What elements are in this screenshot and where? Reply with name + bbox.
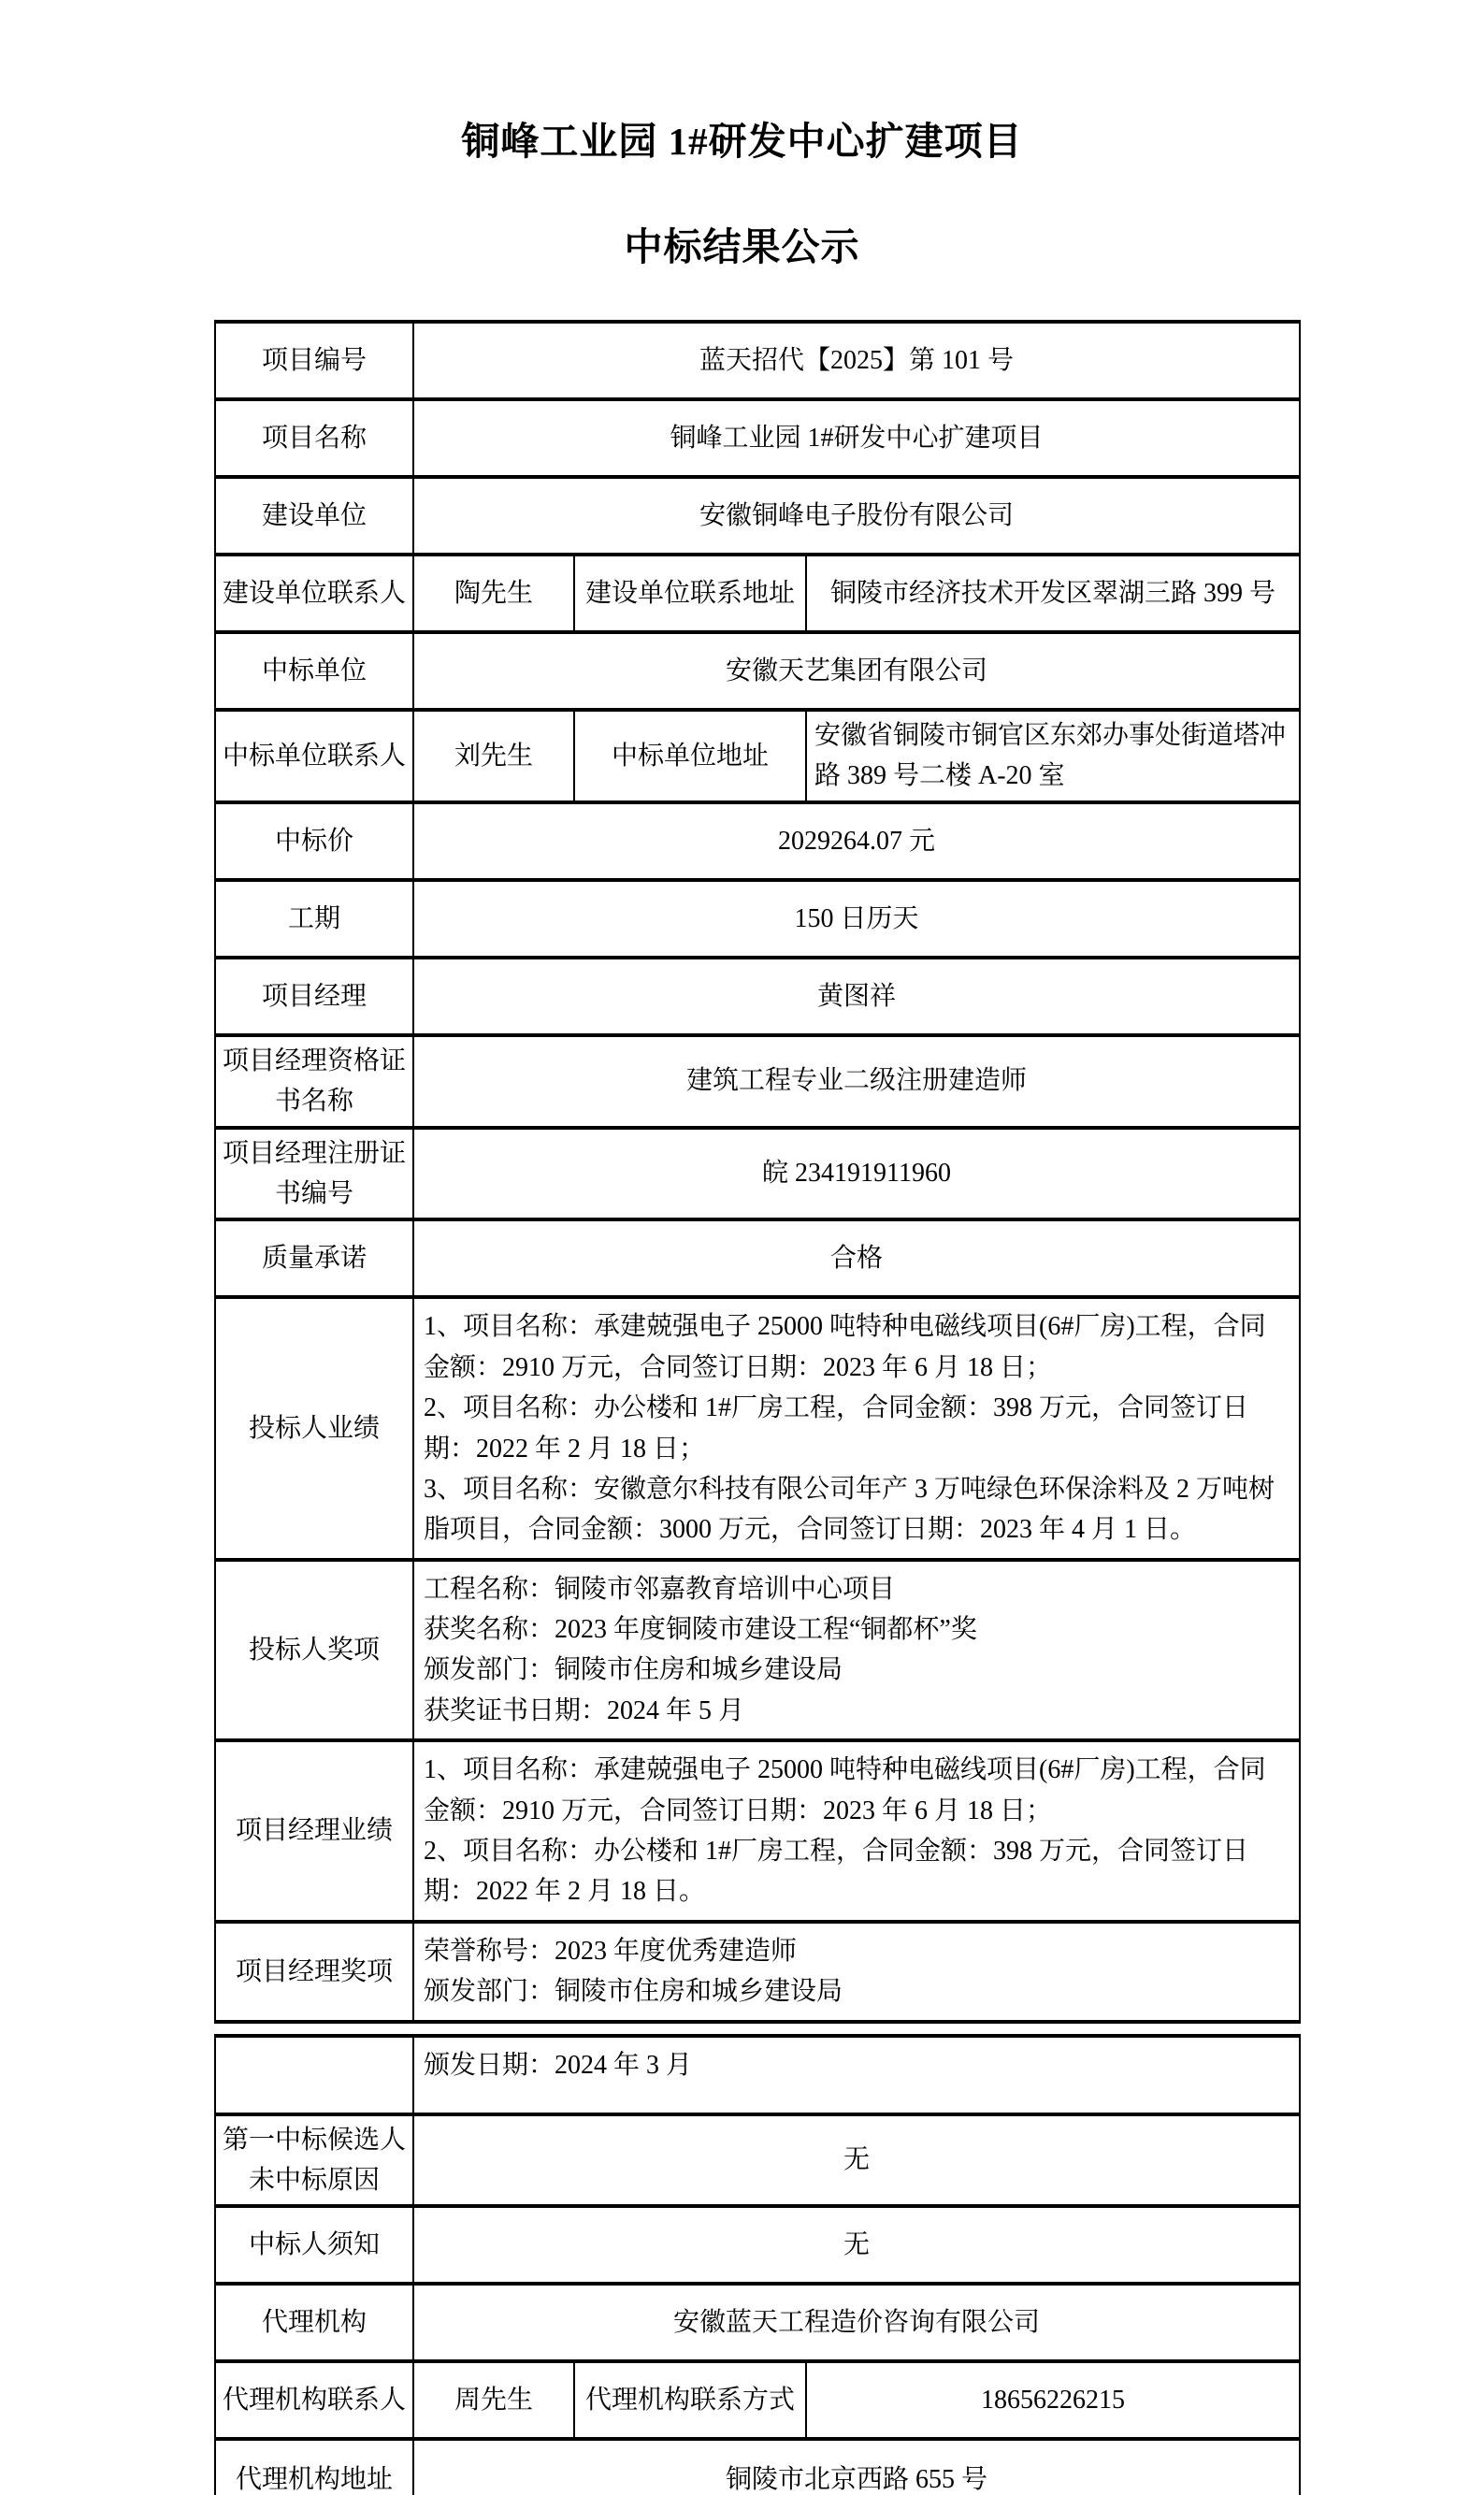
- row-project-manager: [215, 958, 1300, 1035]
- row-value-2: 铜陵市经济技术开发区翠湖三路 399 号: [806, 555, 1300, 632]
- row-value: 安徽蓝天工程造价咨询有限公司: [413, 2284, 1300, 2361]
- achievement-item: 3、项目名称：安徽意尔科技有限公司年产 3 万吨绿色环保涂料及 2 万吨树脂项目，合同金额：3000 万元，合同签订日期：2023 年 4 月 1 日。: [424, 1474, 1275, 1545]
- award-line: 颁发日期：2024 年 3 月: [424, 2050, 693, 2080]
- row-label: 中标单位: [215, 632, 413, 710]
- row-agency-address: [215, 2439, 1300, 2495]
- row-value: [413, 1922, 1300, 2022]
- row-label-2: 中标单位地址: [574, 710, 806, 802]
- row-winning-bidder: [215, 632, 1300, 710]
- row-value: 铜峰工业园 1#研发中心扩建项目: [413, 399, 1300, 477]
- row-value: 合格: [413, 1219, 1300, 1297]
- row-label-2: 代理机构联系方式: [574, 2361, 806, 2439]
- row-value: [413, 1740, 1300, 1922]
- row-label: 质量承诺: [215, 1219, 413, 1297]
- row-bidder-achievements: [215, 1297, 1300, 1559]
- bid-result-table-part2: [214, 2034, 1301, 2495]
- row-value: 蓝天招代【2025】第 101 号: [413, 322, 1300, 399]
- row-value: [413, 1297, 1300, 1559]
- row-duration: [215, 880, 1300, 958]
- row-label: 投标人奖项: [215, 1560, 413, 1741]
- row-agency: [215, 2284, 1300, 2361]
- award-line: 颁发部门：铜陵市住房和城乡建设局: [424, 1977, 843, 2007]
- row-value: 安徽天艺集团有限公司: [413, 632, 1300, 710]
- row-label: 中标价: [215, 802, 413, 880]
- row-value: 黄图祥: [413, 958, 1300, 1035]
- row-label: 建设单位联系人: [215, 555, 413, 632]
- row-value: [413, 1560, 1300, 1741]
- row-value: 150 日历天: [413, 880, 1300, 958]
- row-label-2: 建设单位联系地址: [574, 555, 806, 632]
- award-line: 荣誉称号：2023 年度优秀建造师: [424, 1936, 798, 1966]
- row-value: 陶先生: [413, 555, 574, 632]
- row-label: 工期: [215, 880, 413, 958]
- row-pm-awards-continued: [215, 2036, 1300, 2114]
- award-line: 获奖名称：2023 年度铜陵市建设工程“铜都杯”奖: [424, 1615, 977, 1645]
- row-bidder-awards: [215, 1560, 1300, 1741]
- row-value: 安徽铜峰电子股份有限公司: [413, 477, 1300, 555]
- row-label: 第一中标候选人未中标原因: [215, 2114, 413, 2207]
- row-value: 周先生: [413, 2361, 574, 2439]
- row-label: 项目名称: [215, 399, 413, 477]
- row-project-number: [215, 322, 1300, 399]
- row-value: 无: [413, 2114, 1300, 2207]
- row-pm-achievements: [215, 1740, 1300, 1922]
- achievement-item: 2、项目名称：办公楼和 1#厂房工程，合同金额：398 万元，合同签订日期：2022 年 2 月 18 日；: [424, 1393, 1249, 1464]
- row-label: 项目经理奖项: [215, 1922, 413, 2022]
- row-label: 项目经理资格证书名称: [215, 1035, 413, 1128]
- row-label: 中标人须知: [215, 2206, 413, 2284]
- row-value: 建筑工程专业二级注册建造师: [413, 1035, 1300, 1128]
- row-quality-commitment: [215, 1219, 1300, 1297]
- row-owner-unit: [215, 477, 1300, 555]
- row-winning-price: [215, 802, 1300, 880]
- row-value: 2029264.07 元: [413, 802, 1300, 880]
- bid-result-table-part1: [214, 320, 1301, 2024]
- row-label: 代理机构: [215, 2284, 413, 2361]
- row-winner-notice: [215, 2206, 1300, 2284]
- row-owner-contact: [215, 555, 1300, 632]
- row-label: 投标人业绩: [215, 1297, 413, 1559]
- row-label: 中标单位联系人: [215, 710, 413, 802]
- row-label: [215, 2036, 413, 2114]
- row-agency-contact: [215, 2361, 1300, 2439]
- row-value: 刘先生: [413, 710, 574, 802]
- award-line: 获奖证书日期：2024 年 5 月: [424, 1695, 745, 1725]
- row-label: 项目经理: [215, 958, 413, 1035]
- document-title: 铜峰工业园 1#研发中心扩建项目: [461, 120, 1023, 163]
- row-label: 代理机构联系人: [215, 2361, 413, 2439]
- achievement-item: 1、项目名称：承建兢强电子 25000 吨特种电磁线项目(6#厂房)工程，合同金额：2910 万元，合同签订日期：2023 年 6 月 18 日；: [424, 1312, 1266, 1382]
- row-value: 皖 234191911960: [413, 1128, 1300, 1220]
- award-line: 颁发部门：铜陵市住房和城乡建设局: [424, 1655, 843, 1685]
- row-value-2: 18656226215: [806, 2361, 1300, 2439]
- achievement-item: 1、项目名称：承建兢强电子 25000 吨特种电磁线项目(6#厂房)工程，合同金额：2910 万元，合同签订日期：2023 年 6 月 18 日；: [424, 1755, 1266, 1825]
- row-value: 无: [413, 2206, 1300, 2284]
- row-label: 项目经理业绩: [215, 1740, 413, 1922]
- document-header: [0, 0, 1484, 271]
- award-line: 工程名称：铜陵市邻嘉教育培训中心项目: [424, 1574, 896, 1604]
- document-subtitle: 中标结果公示: [624, 225, 860, 268]
- row-value: [413, 2036, 1300, 2114]
- row-value: 铜陵市北京西路 655 号: [413, 2439, 1300, 2495]
- row-label: 项目编号: [215, 322, 413, 399]
- row-pm-certificate-name: [215, 1035, 1300, 1128]
- row-winner-contact: [215, 710, 1300, 802]
- row-pm-registration-number: [215, 1128, 1300, 1220]
- row-first-candidate-reason: [215, 2114, 1300, 2207]
- row-project-name: [215, 399, 1300, 477]
- row-pm-awards: [215, 1922, 1300, 2022]
- achievement-item: 2、项目名称：办公楼和 1#厂房工程，合同金额：398 万元，合同签订日期：2022 年 2 月 18 日。: [424, 1837, 1249, 1907]
- row-label: 项目经理注册证书编号: [215, 1128, 413, 1220]
- row-label: 建设单位: [215, 477, 413, 555]
- row-label: 代理机构地址: [215, 2439, 413, 2495]
- row-value-2: 安徽省铜陵市铜官区东郊办事处街道塔冲路 389 号二楼 A-20 室: [806, 710, 1300, 802]
